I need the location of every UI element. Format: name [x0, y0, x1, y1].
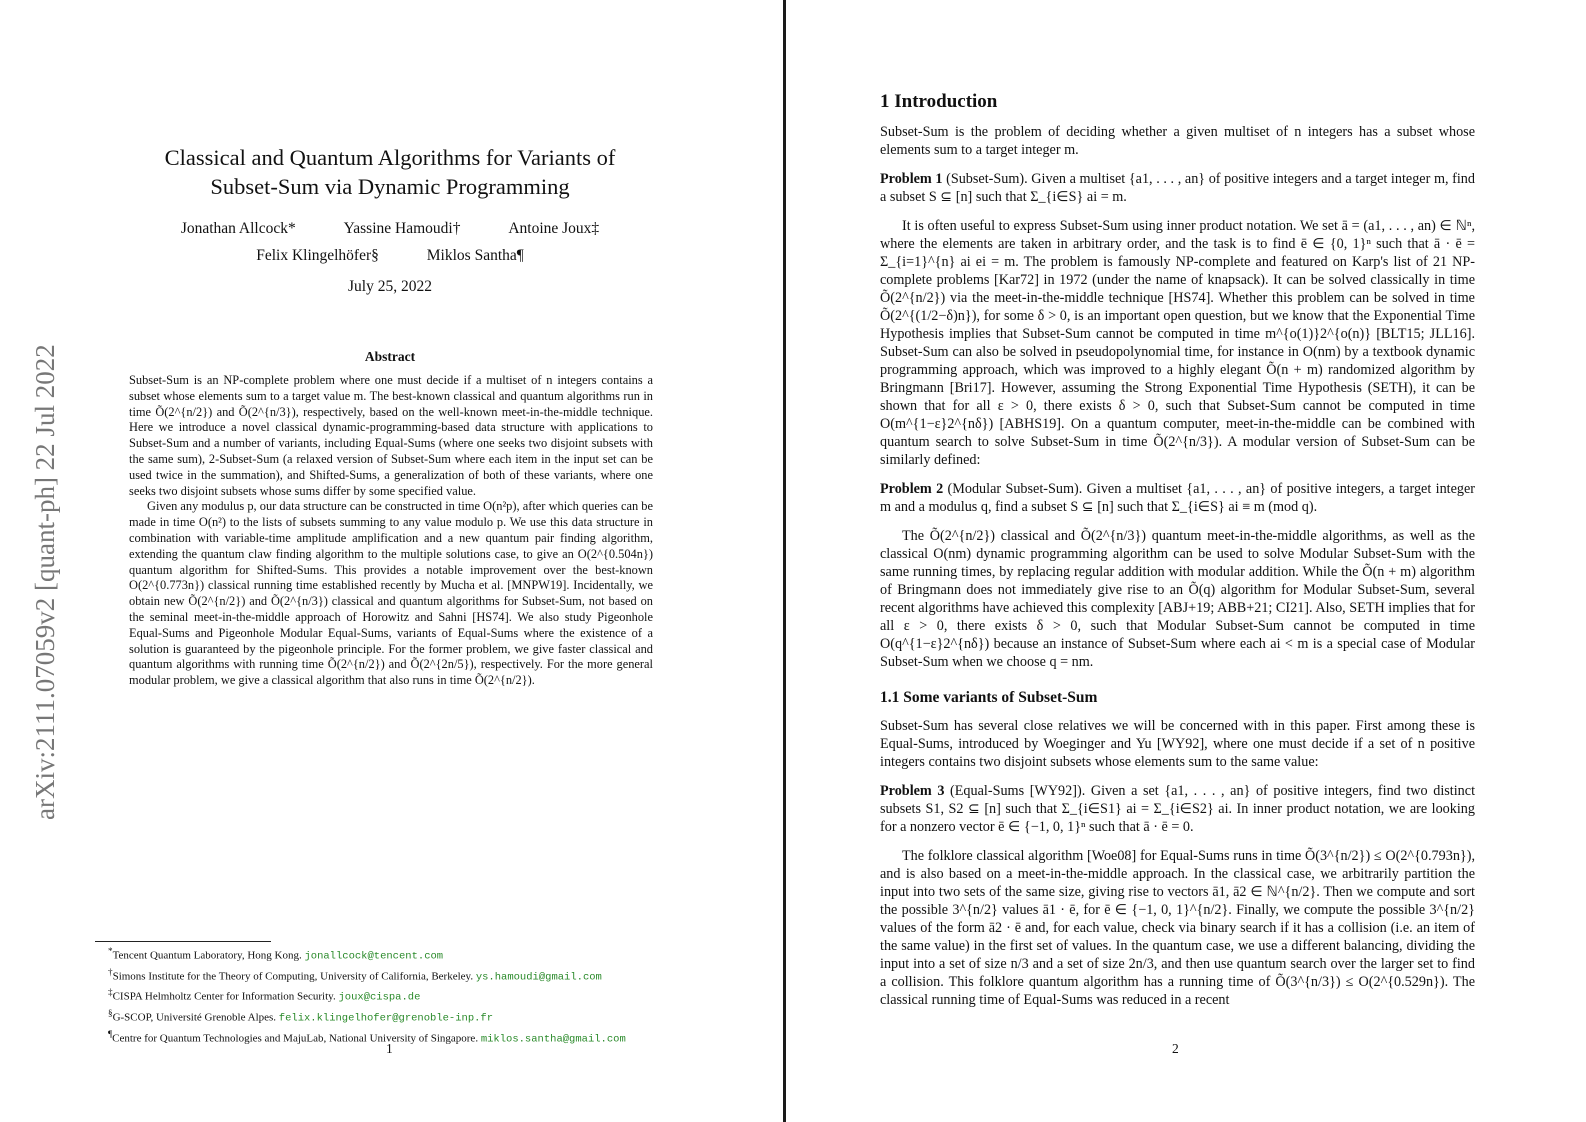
paper-title [90, 143, 690, 201]
page-1 [0, 0, 784, 1122]
paragraph: Subset-Sum is the problem of deciding whether a given multiset of n integers has a subset whose elements sum to a target integer m. [880, 124, 1475, 158]
arxiv-identifier: arXiv:2111.07059v2 [quant-ph] 22 Jul 2022 [30, 344, 60, 820]
footnote-rule [95, 941, 271, 942]
paragraph: The Õ(2^{n/2}) classical and Õ(2^{n/3}) quantum meet-in-the-middle algorithms, as well as the classical O(nm) dynamic programming algorithm can be used to solve Modular Subset-Sum with the same running times, by replacing regular addition with modular addition. While the Õ(n + m) algorithm of Bringmann does not immediately give rise to an Õ(q) algorithm for Modular Subset-Sum, several recent algorithms have achieved this complexity [ABJ+19; ABB+21; CI21]. Also, SETH implies that for all ε > 0, there exists δ > 0, such that Modular Subset-Sum cannot be computed in time O(q^{1−ε}2^{nδ}) because an instance of Subset-Sum where each ai < m is a special case of Modular Subset-Sum when we choose q = nm. [880, 528, 1475, 670]
author: Yassine Hamoudi† [343, 220, 461, 237]
email-link[interactable]: ys.hamoudi@gmail.com [475, 971, 602, 984]
title-line-1: Classical and Quantum Algorithms for Variants of [164, 145, 616, 170]
paragraph: The folklore classical algorithm [Woe08] for Equal-Sums runs in time Õ(3^{n/2}) ≤ O(2^{0.793n}), and is also based on a meet-in-the-middle approach. In the classical case, we arbitrarily partition the input into two sets of the same size, giving rise to vectors ā1, ā2 ∈ ℕ^{n/2}. Then we compute and sort the possible 3^{n/2} values ā1 · ē, for ē ∈ {−1, 0, 1}^{n/2}. Finally, we compute the possible 3^{n/2} values of the form ā2 · ē and, for each value, check via binary search if it has a collision (i.e. an item of the same value) in the first set of values. In the quantum case, we use a different balancing, dividing the input into a set of size n/3 and a set of size 2n/3, and then use quantum search over the larger set to find a collision. This folklore quantum algorithm has a running time of Õ(3^{n/3}) ≤ O(2^{0.529n}). The classical running time of Equal-Sums was reduced in a recent [880, 848, 1475, 1008]
footnote: ¶Centre for Quantum Technologies and MajuLab, National University of Singapore. miklos.santha@gmail.com [108, 1028, 626, 1046]
author: Jonathan Allcock* [180, 220, 296, 237]
footnote: *Tencent Quantum Laboratory, Hong Kong. jonallcock@tencent.com [108, 946, 444, 963]
footnote: ‡CISPA Helmholtz Center for Information Security. joux@cispa.de [108, 987, 421, 1004]
email-link[interactable]: joux@cispa.de [338, 991, 421, 1004]
section-heading: 1 Introduction [880, 91, 998, 112]
email-link[interactable]: felix.klingelhofer@grenoble-inp.fr [278, 1012, 494, 1025]
author: Antoine Joux‡ [508, 220, 600, 237]
abstract-heading: Abstract [364, 349, 416, 364]
email-link[interactable]: miklos.santha@gmail.com [480, 1033, 626, 1046]
author: Miklos Santha¶ [426, 247, 524, 264]
subsection-heading: 1.1 Some variants of Subset-Sum [880, 689, 1098, 706]
email-link[interactable]: jonallcock@tencent.com [304, 950, 444, 963]
problem-statement: Problem 3 (Equal-Sums [WY92]). Given a set {a1, . . . , an} of positive integers, find two distinct subsets S1, S2 ⊆ [n] such that Σ_{i∈S1} ai = Σ_{i∈S2} ai. In inner product notation, we are looking for a nonzero vector ē ∈ {−1, 0, 1}ⁿ such that ā · ē = 0. [880, 783, 1476, 835]
title-line-2: Subset-Sum via Dynamic Programming [210, 174, 570, 199]
page-number: 1 [386, 1041, 393, 1056]
problem-label: Problem 3 [880, 783, 945, 799]
problem-statement: Problem 1 (Subset-Sum). Given a multiset {a1, . . . , an} of positive integers and a target integer m, find a subset S ⊆ [n] such that Σ_{i∈S} ai = m. [880, 171, 1475, 205]
paragraph: Subset-Sum has several close relatives we will be concerned with in this paper. First among these is Equal-Sums, introduced by Woeginger and Yu [WY92], where one must decide if a set of n positive integers contains two disjoint subsets whose elements sum to the same value: [880, 718, 1475, 770]
footnote: §G-SCOP, Université Grenoble Alpes. felix.klingelhofer@grenoble-inp.fr [108, 1007, 494, 1025]
author: Felix Klingelhöfer§ [256, 247, 379, 264]
page-number: 2 [1172, 1041, 1179, 1056]
page-2-column [880, 93, 1475, 1009]
problem-label: Problem 1 [880, 171, 943, 187]
problem-statement: Problem 2 (Modular Subset-Sum). Given a multiset {a1, . . . , an} of positive integers, a target integer m and a modulus q, find a subset S ⊆ [n] such that Σ_{i∈S} ai ≡ m (mod q). [880, 481, 1476, 515]
footnote: †Simons Institute for the Theory of Computing, University of California, Berkeley. ys.hamoudi@gmail.com [108, 966, 602, 984]
abstract-paragraph: Subset-Sum is an NP-complete problem where one must decide if a multiset of n integers contains a subset whose elements sum to a target value m. The best-known classical and quantum algorithms run in time Õ(2^{n/2}) and Õ(2^{n/3}), respectively, based on the well-known meet-in-the-middle technique. Here we introduce a novel classical dynamic-programming-based data structure with applications to Subset-Sum and a number of variants, including Equal-Sums (where one seeks two disjoint subsets with the same sum), 2-Subset-Sum (a relaxed version of Subset-Sum where each item in the input set can be used twice in the summation), and Shifted-Sums, a generalization of both of these variants, where one seeks two disjoint subsets whose sums differ by some specified value. [129, 373, 653, 498]
footnotes [108, 944, 748, 1047]
abstract-body [129, 373, 653, 689]
authors-row-2 [90, 247, 690, 265]
page-2 [786, 0, 1586, 1122]
abstract-paragraph: Given any modulus p, our data structure can be constructed in time O(n²p), after which queries can be made in time O(n²) to the lists of subsets summing to any value modulo p. We use this data structure in combination with variable-time amplitude amplification and a new quantum pair finding algorithm, extending the quantum claw finding algorithm to the multiple solutions case, to give an O(2^{0.504n}) quantum algorithm for Shifted-Sums. This provides a notable improvement over the best-known O(2^{0.773n}) classical running time established recently by Mucha et al. [MNPW19]. Incidentally, we obtain new Õ(2^{n/2}) and Õ(2^{n/3}) classical and quantum algorithms for Subset-Sum, not based on the seminal meet-in-the-middle approach of Horowitz and Sahni [HS74]. We also study Pigeonhole Equal-Sums and Pigeonhole Modular Equal-Sums, variants of Equal-Sums where the existence of a solution is guaranteed by the pigeonhole principle. For the former problem, we give faster classical and quantum algorithms with running time Õ(2^{n/2}) and Õ(2^{2n/5}), respectively. For the more general modular problem, we give a classical algorithm that also runs in time Õ(2^{n/2}). [129, 499, 653, 688]
paragraph: It is often useful to express Subset-Sum using inner product notation. We set ā = (a1, . . . , an) ∈ ℕⁿ, where the elements are taken in arbitrary order, and the task is to find ē ∈ {0, 1}ⁿ such that ā · ē = Σ_{i=1}^{n} ai ei = m. The problem is famously NP-complete and featured on Karp's list of 21 NP-complete problems [Kar72] in 1972 (under the name of knapsack). It can be solved classically in time Õ(2^{n/2}) via the meet-in-the-middle technique [HS74]. Whether this problem can be solved in time Õ(2^{(1/2−δ)n}), for some δ > 0, is an important open question, but we know that the Exponential Time Hypothesis implies that Subset-Sum cannot be computed in time m^{o(1)}2^{o(n)} [BLT15; JLL16]. Subset-Sum can also be solved in pseudopolynomial time, for instance in O(nm) by a textbook dynamic programming approach, which was improved to a highly elegant Õ(n + m) randomized algorithm by Bringmann [Bri17]. However, assuming the Strong Exponential Time Hypothesis (SETH), it can be shown that for all ε > 0, there exists δ > 0, such that Subset-Sum cannot be computed in time O(m^{1−ε}2^{nδ}) [ABHS19]. On a quantum computer, meet-in-the-middle can be combined with quantum search to solve Subset-Sum in time Õ(2^{n/3}). A modular version of Subset-Sum can be similarly defined: [880, 218, 1475, 468]
paper-date: July 25, 2022 [348, 278, 432, 295]
authors-row-1 [90, 220, 690, 238]
problem-label: Problem 2 [880, 481, 944, 497]
